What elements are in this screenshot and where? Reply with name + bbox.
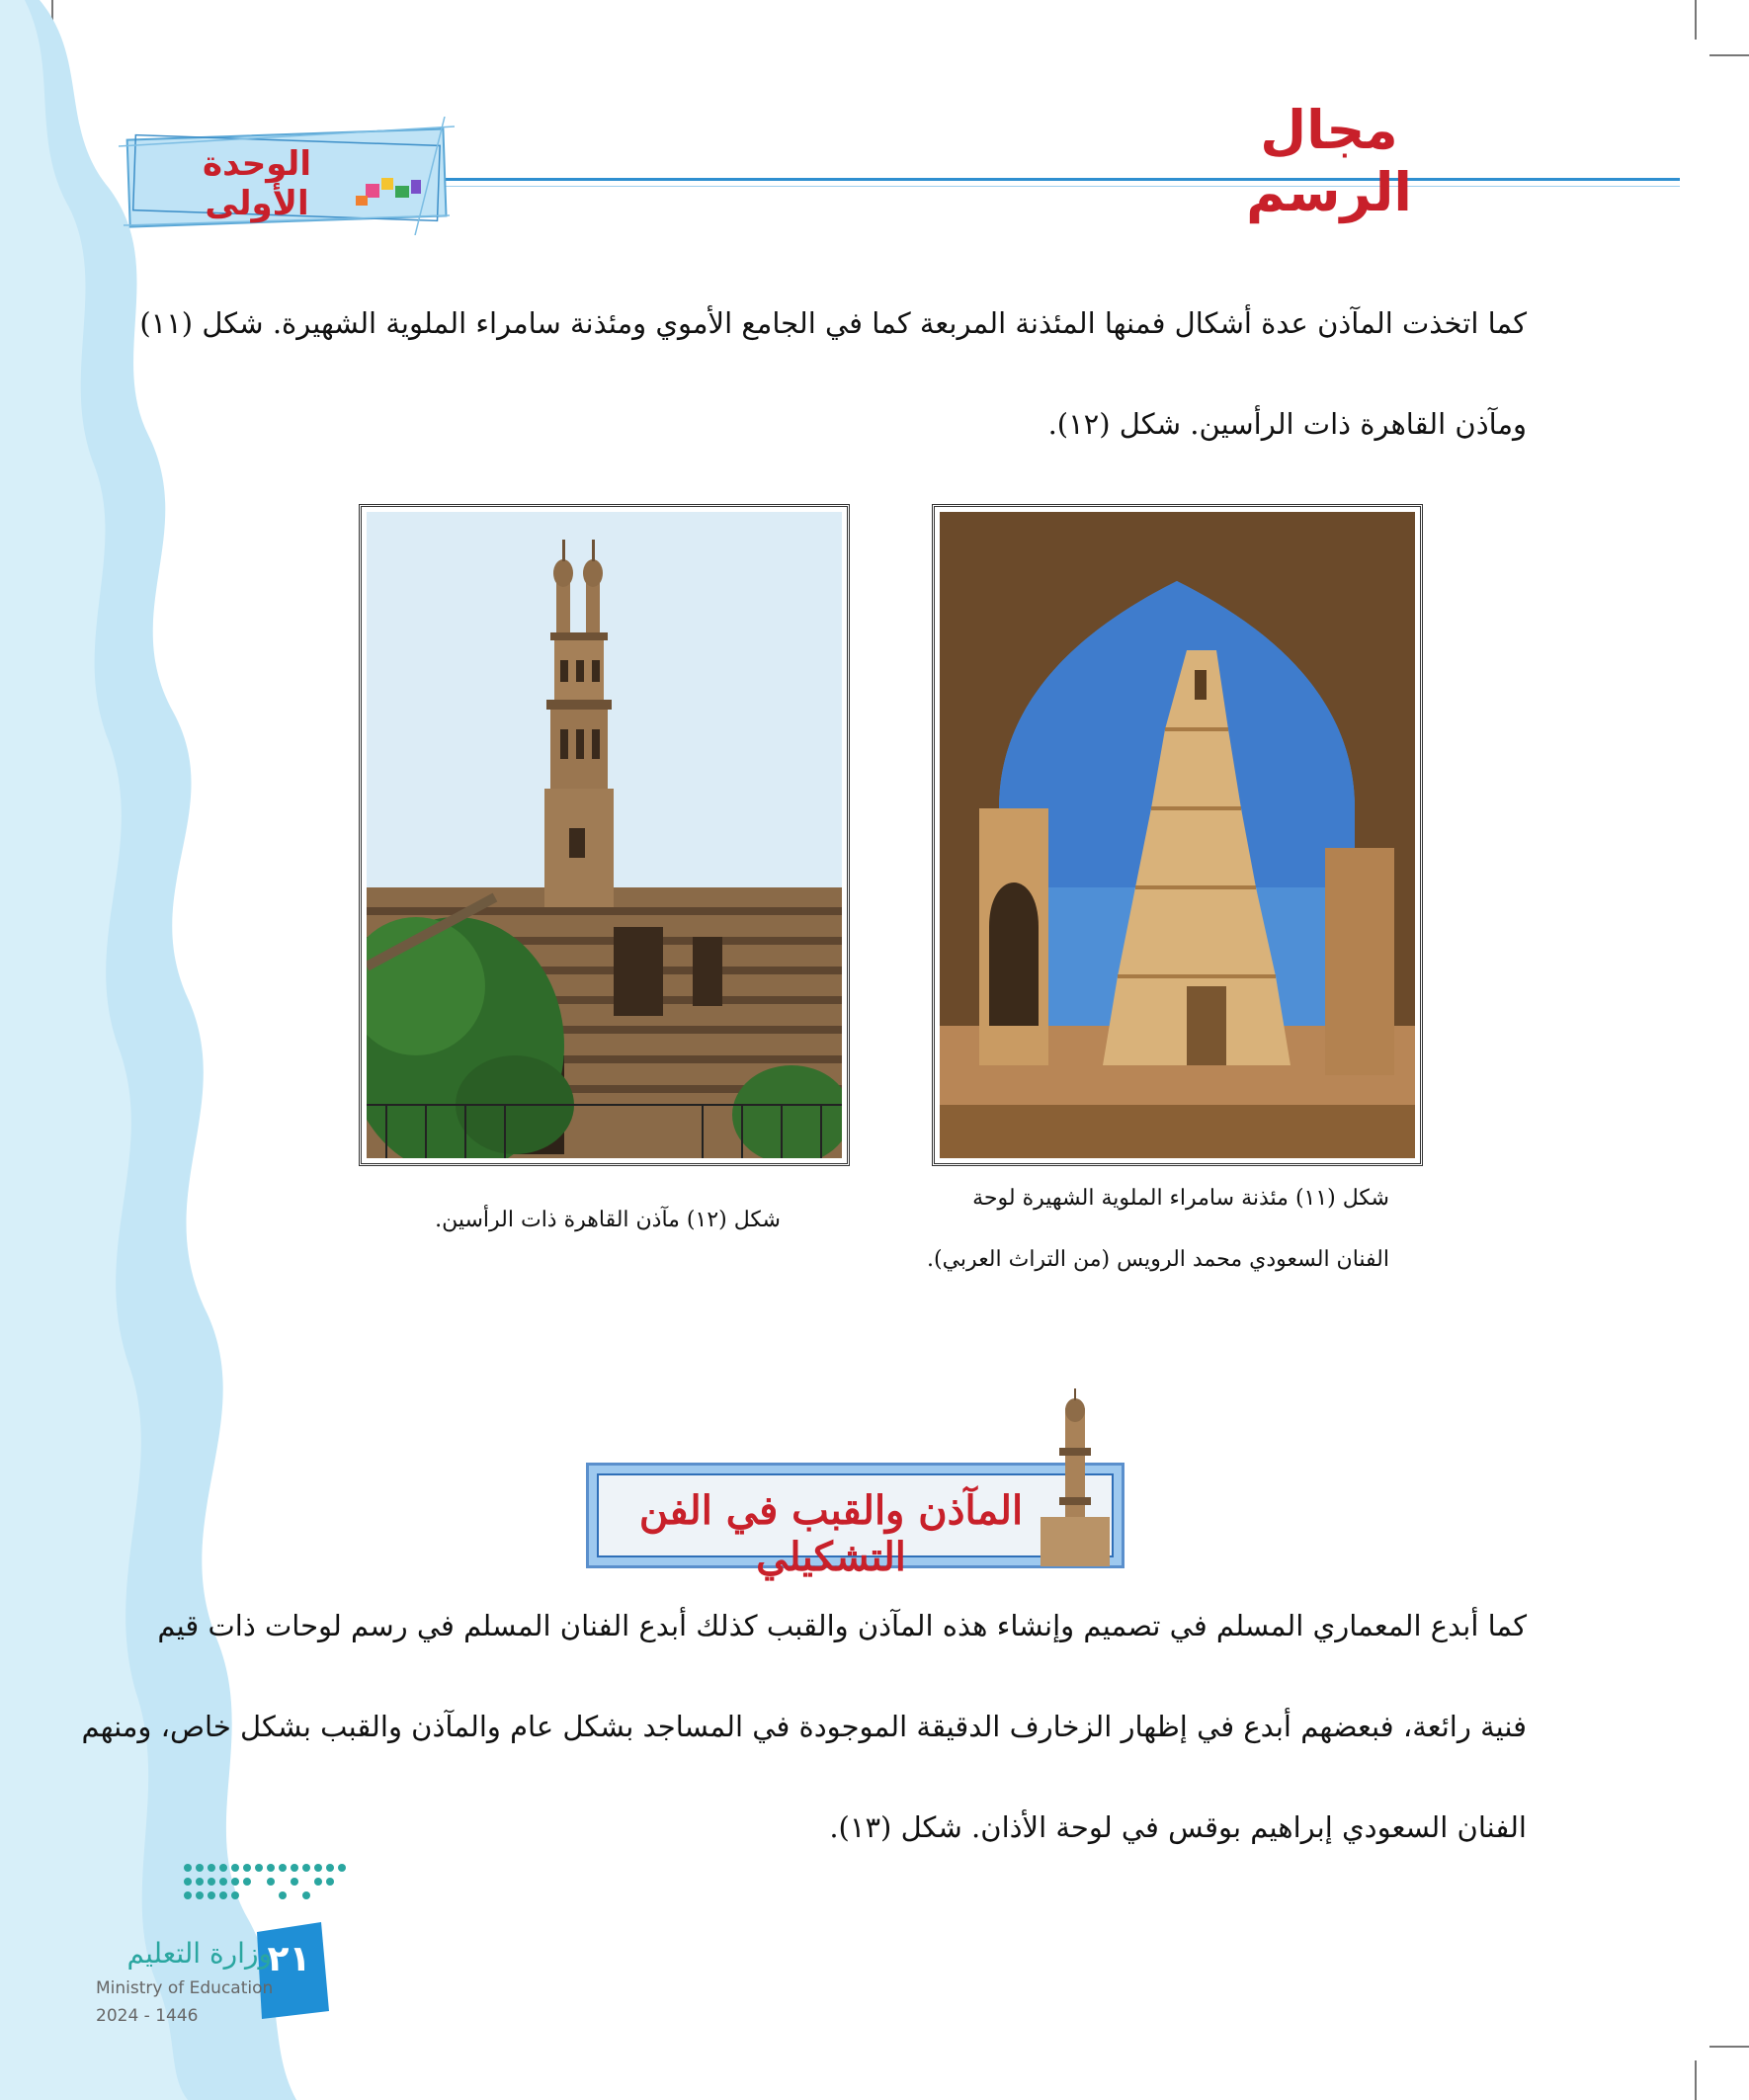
minaret-icon: [1036, 1388, 1115, 1566]
crop-mark: [1695, 0, 1697, 40]
ministry-name-ar: وزارة التعليم: [126, 1937, 272, 1970]
figure-11-painting: [940, 512, 1415, 1158]
figure-11-caption-line-2: الفنان السعودي محمد الرويس (من التراث العربي).: [927, 1247, 1389, 1272]
edition-year: 2024 - 1446: [96, 2006, 199, 2026]
figure-12-caption: شكل (١٢) مآذن القاهرة ذات الرأسين.: [435, 1208, 781, 1232]
intro-line-2: ومآذن القاهرة ذات الرأسين. شكل (١٢).: [1047, 407, 1527, 441]
figure-12-photo: [367, 512, 842, 1158]
unit-label: الوحدة الأولى: [203, 144, 311, 223]
ministry-name-en: Ministry of Education: [96, 1978, 274, 1998]
intro-line-1: كما اتخذت المآذن عدة أشكال فمنها المئذنة المربعة كما في الجامع الأموي ومئذنة سامراء الملوية الشهيرة. شكل (١١): [139, 306, 1527, 340]
crop-mark: [1709, 2046, 1749, 2048]
figure-11-caption-line-1: شكل (١١) مئذنة سامراء الملوية الشهيرة لوحة: [972, 1186, 1389, 1211]
body-line-1: كما أبدع المعماري المسلم في تصميم وإنشاء هذه المآذن والقبب كذلك أبدع الفنان المسلم في رسم لوحات ذات قيم: [157, 1609, 1527, 1642]
section-title: المآذن والقبب في الفن التشكيلي: [638, 1487, 1024, 1580]
crop-mark: [1695, 2060, 1697, 2100]
body-line-2: فنية رائعة، فبعضهم أبدع في إظهار الزخارف الدقيقة الموجودة في المساجد بشكل عام والمآذن والقبب بشكل خاص، ومنهم: [81, 1710, 1527, 1743]
body-line-3: الفنان السعودي إبراهيم بوقس في لوحة الأذان. شكل (١٣).: [829, 1810, 1527, 1844]
unit-badge: [119, 117, 455, 235]
figure-11-frame: [932, 504, 1423, 1166]
crop-mark: [1709, 54, 1749, 56]
field-title: مجال الرسم: [1246, 99, 1412, 223]
figure-12-frame: [359, 504, 850, 1166]
page-number: ٢١: [267, 1939, 311, 1979]
